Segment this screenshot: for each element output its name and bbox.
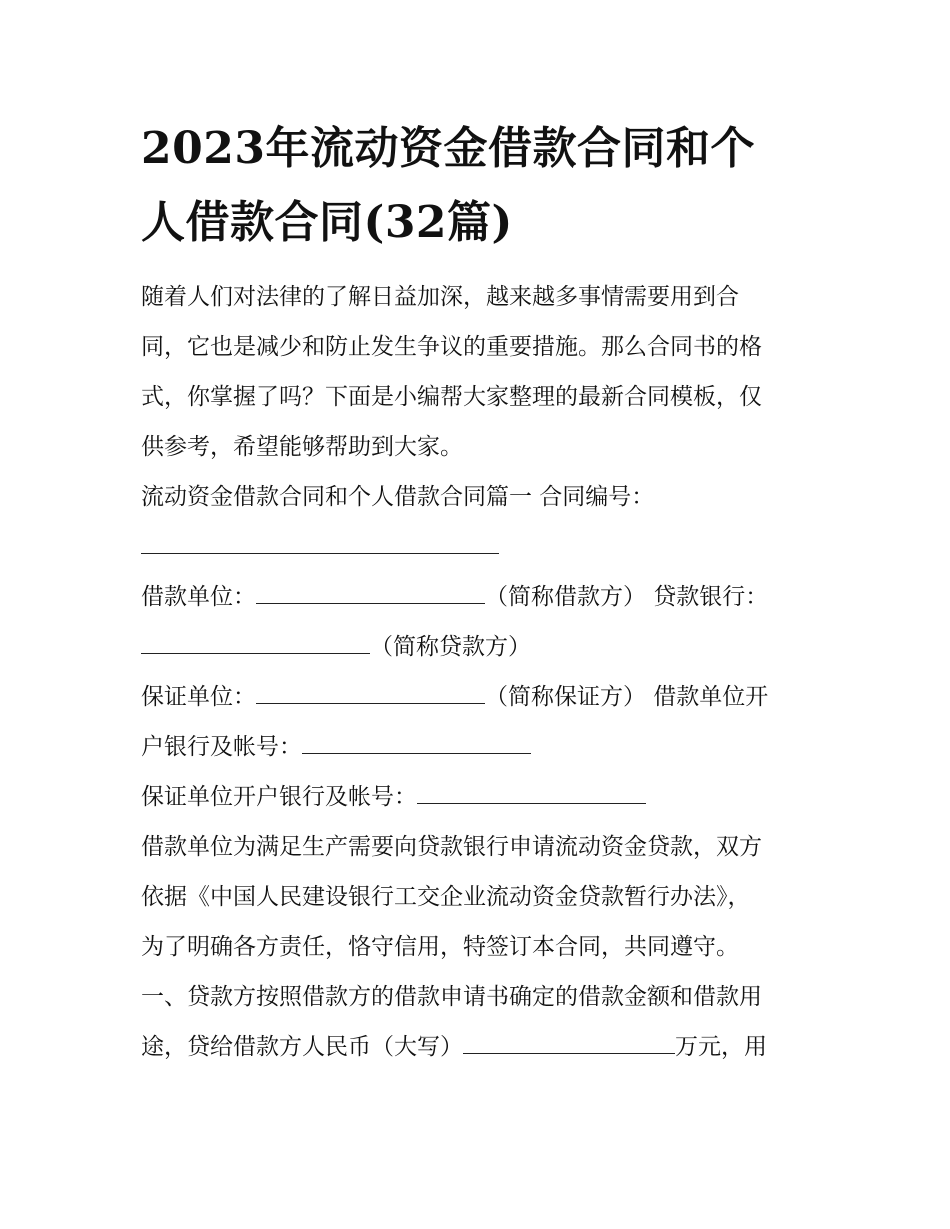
intro-line: 式，你掌握了吗？下面是小编帮大家整理的最新合同模板，仅 <box>141 384 762 410</box>
guarantor-blank <box>256 677 485 704</box>
clause-one <box>141 972 821 1072</box>
intro-line: 随着人们对法律的了解日益加深，越来越多事情需要用到合 <box>141 284 739 310</box>
guarantor-line <box>141 672 821 722</box>
document-page <box>141 112 821 1072</box>
lender-suffix: （简称贷款方） <box>370 634 531 660</box>
guarantor-account-line <box>141 772 821 822</box>
guarantor-label: 保证单位： <box>141 684 256 710</box>
contract-number-blank <box>141 527 499 554</box>
purpose-paragraph <box>141 822 821 972</box>
contract-number-line <box>141 522 821 572</box>
guarantor-account-label: 保证单位开户银行及帐号： <box>141 784 417 810</box>
intro-line: 同，它也是减少和防止发生争议的重要措施。那么合同书的格 <box>141 334 762 360</box>
borrower-account-line <box>141 722 821 772</box>
document-title <box>141 112 821 260</box>
clause-one-suffix: 万元，用 <box>675 1034 767 1060</box>
borrower-blank <box>256 577 485 604</box>
borrower-account-label: 户银行及帐号： <box>141 734 302 760</box>
borrower-label: 借款单位： <box>141 584 256 610</box>
loan-amount-blank <box>463 1027 675 1054</box>
purpose-line: 依据《中国人民建设银行工交企业流动资金贷款暂行办法》， <box>141 884 751 910</box>
borrower-account-blank <box>302 727 531 754</box>
lender-blank <box>141 627 370 654</box>
title-line-1: 2023年流动资金借款合同和个 <box>141 123 755 174</box>
borrower-suffix: （简称借款方） 贷款银行： <box>485 584 769 610</box>
purpose-line: 借款单位为满足生产需要向贷款银行申请流动资金贷款，双方 <box>141 834 762 860</box>
clause-one-line: 一、贷款方按照借款方的借款申请书确定的借款金额和借款用 <box>141 984 762 1010</box>
borrower-line <box>141 572 821 622</box>
clause-one-prefix: 途，贷给借款方人民币（大写） <box>141 1034 463 1060</box>
contract-fields <box>141 472 821 822</box>
intro-paragraph <box>141 272 821 472</box>
title-line-2: 人借款合同(32篇) <box>141 197 513 248</box>
lender-line <box>141 622 821 672</box>
section-heading: 流动资金借款合同和个人借款合同篇一 合同编号： <box>141 484 655 510</box>
purpose-line: 为了明确各方责任，恪守信用，特签订本合同，共同遵守。 <box>141 934 739 960</box>
intro-line: 供参考，希望能够帮助到大家。 <box>141 434 463 460</box>
clause-one-amount-line <box>141 1022 821 1072</box>
guarantor-suffix: （简称保证方） 借款单位开 <box>485 684 769 710</box>
guarantor-account-blank <box>417 777 646 804</box>
